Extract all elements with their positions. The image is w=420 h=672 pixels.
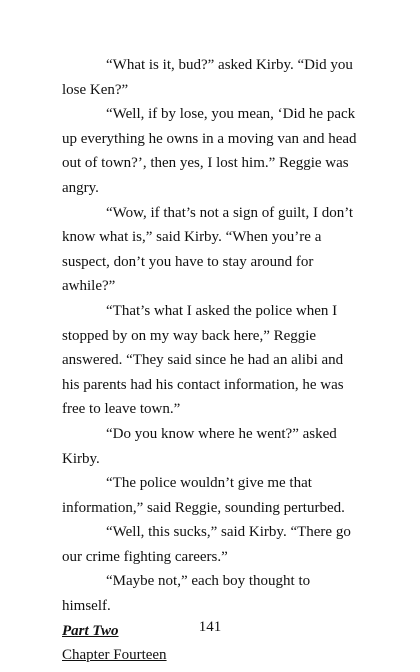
paragraph-6: “The police wouldn’t give me that information,” said Reggie, sounding perturbed. <box>62 475 345 516</box>
paragraph-3: “Wow, if that’s not a sign of guilt, I don’t know what is,” said Kirby. “When you’re a suspect, don’t you have to stay around for awhile?” <box>62 204 354 295</box>
page-number: 141 <box>198 619 222 635</box>
paragraph-2: “Well, if by lose, you mean, ‘Did he pack up everything he owns in a moving van and head out of town?’, then yes, I lost him.” Reggie was angry. <box>62 106 357 196</box>
paragraph-4: “That’s what I asked the police when I stopped by on my way back here,” Reggie answered. “They said since he had an alibi and his parents had his contact information, he was free to leave town.” <box>62 302 344 418</box>
paragraph-8: “Maybe not,” each boy thought to himself. <box>62 573 311 615</box>
paragraph-1: “What is it, bud?” asked Kirby. “Did you lose Ken?” <box>62 57 353 98</box>
paragraph-5: “Do you know where he went?” asked Kirby. <box>62 425 337 467</box>
page-text-block <box>62 53 362 668</box>
part-heading: Part Two <box>62 622 119 639</box>
chapter-heading: Chapter Fourteen <box>62 647 167 664</box>
paragraph-7: “Well, this sucks,” said Kirby. “There go our crime fighting careers.” <box>62 524 351 565</box>
